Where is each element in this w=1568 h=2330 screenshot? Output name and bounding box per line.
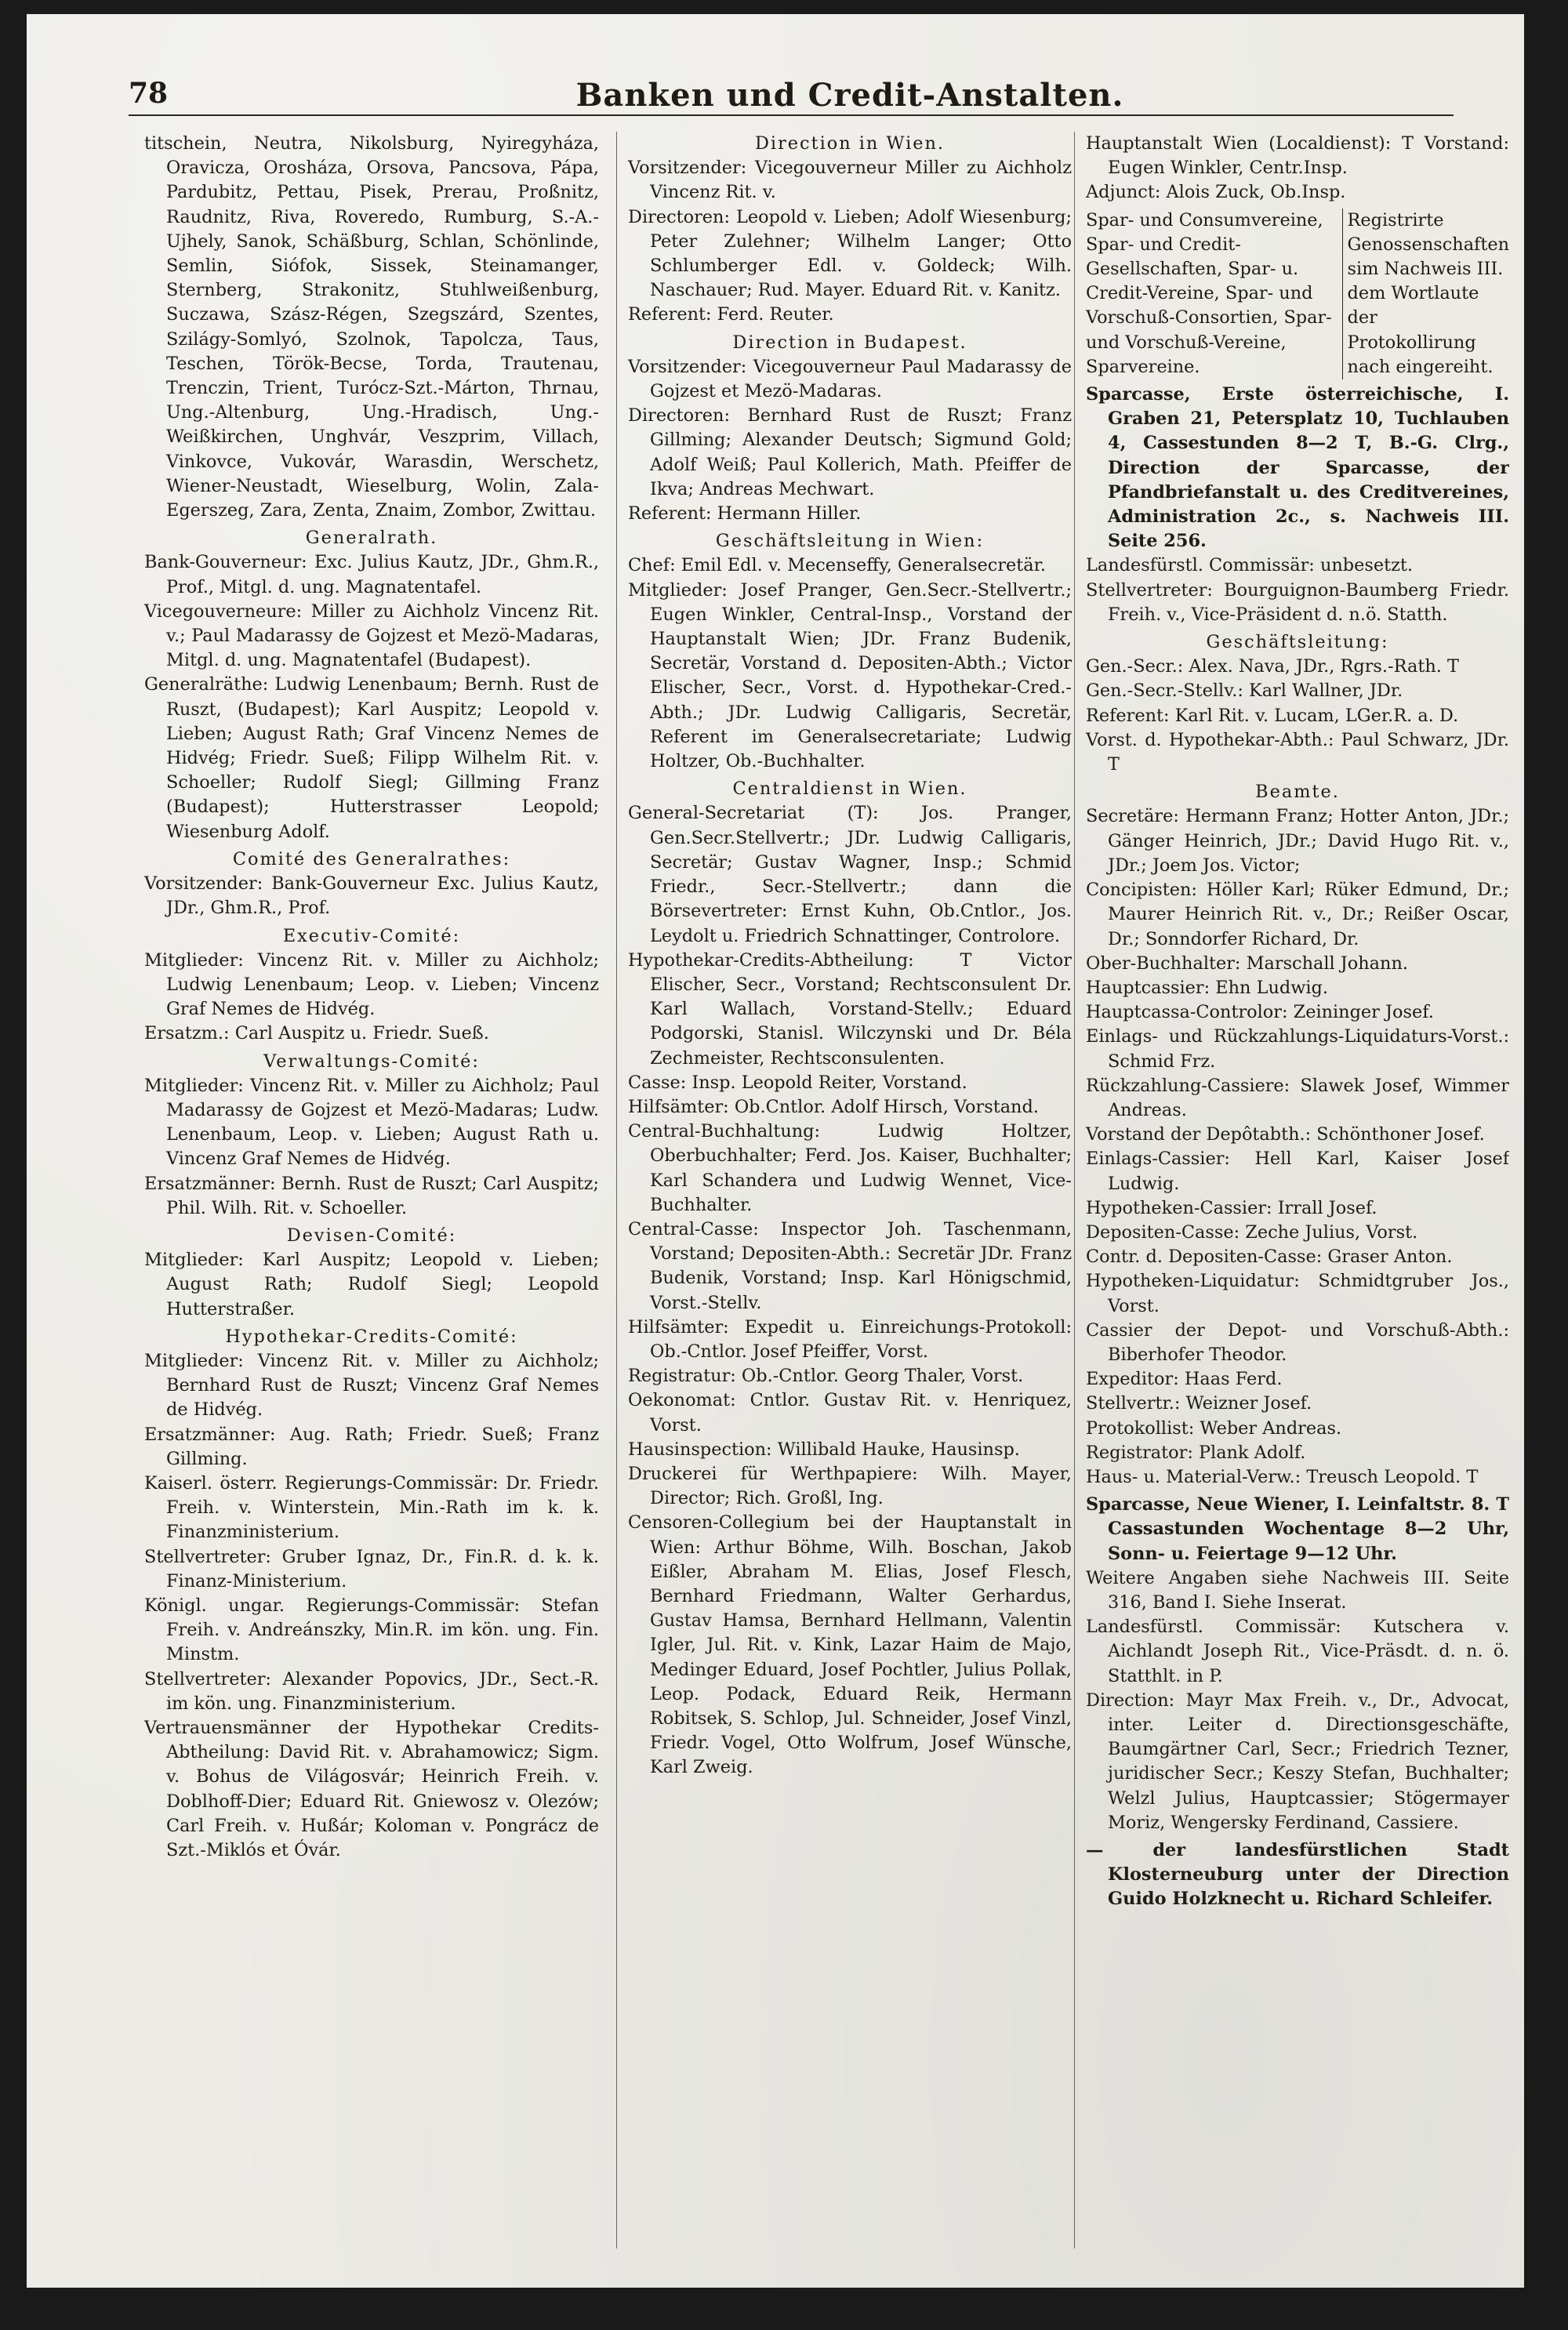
entry: Mitglieder: Vincenz Rit. v. Miller zu Aichholz; Ludwig Lenenbaum; Leop. v. Lieben; Vincenz Graf Nemes de Hidvég.	[144, 949, 599, 1020]
section-heading: Centraldienst in Wien.	[732, 778, 967, 800]
entry: Gen.-Secr.-Stellv.: Karl Wallner, JDr.	[1086, 680, 1403, 702]
section-heading: Generalrath.	[305, 528, 438, 549]
entry: Secretäre: Hermann Franz; Hotter Anton, JDr.; Gänger Heinrich, JDr.; David Hugo Rit. v., JDr.; Joem Jos. Victor;	[1086, 806, 1509, 876]
entry: Ersatzmänner: Bernh. Rust de Ruszt; Carl Auspitz; Phil. Wilh. Rit. v. Schoeller.	[144, 1173, 599, 1218]
column-1	[144, 132, 599, 2248]
spar-note: Registrirte Genossenschaften sim Nachweis III. dem Wortlaute der Protokollirung nach eingereiht.	[1347, 209, 1509, 377]
entry: Landesfürstl. Commissär: unbesetzt.	[1086, 555, 1414, 576]
entry: Casse: Insp. Leopold Reiter, Vorstand.	[628, 1072, 967, 1093]
branch-list: titschein, Neutra, Nikolsburg, Nyiregyháza, Oravicza, Orosháza, Orsova, Pancsova, Pápa, Pardubitz, Pettau, Pisek, Prerau, Proßnitz, Raudnitz, Riva, Roveredo, Rumburg, S.-A.-Ujhely, Sanok, Schäßburg, Schlan, Schönlinde, Semlin, Siófok, Sissek, Steinamanger, Sternberg, Strakonitz, Stuhlweißenburg, Suczawa, Szász-Régen, Szegszárd, Szentes, Szilágy-Somlyó, Szolnok, Tapolcza, Taus, Teschen, Török-Becse, Torda, Trautenau, Trenczin, Trient, Turócz-Szt.-Márton, Thrnau, Ung.-Altenburg, Ung.-Hradisch, Ung.-Weißkirchen, Unghvár, Veszprim, Villach, Vinkovce, Vukovár, Warasdin, Werschetz, Wiener-Neustadt, Wieselburg, Wolin, Zala-Egerszeg, Zara, Zenta, Znaim, Zombor, Zwittau.	[144, 133, 599, 521]
entry: Landesfürstl. Commissär: Kutschera v. Aichlandt Joseph Rit., Vice-Präsdt. d. n. ö. Statthlt. in P.	[1086, 1617, 1509, 1686]
section-heading: Hypothekar-Credits-Comité:	[225, 1326, 518, 1347]
section-heading: Geschäftsleitung:	[1206, 632, 1389, 653]
entry: Referent: Karl Rit. v. Lucam, LGer.R. a. D.	[1086, 705, 1459, 726]
entry: Central-Casse: Inspector Joh. Taschenmann, Vorstand; Depositen-Abth.: Secretär JDr. Franz Budenik, Vorstand; Insp. Karl Hönigschmid, Vorst.-Stellv.	[628, 1218, 1072, 1313]
entry: Vertrauensmänner der Hypothekar Credits-Abtheilung: David Rit. v. Abrahamowicz; Sigm. v. Bohus de Világosvár; Heinrich Freih. v. Doblhoff-Dier; Eduard Rit. Gniewosz v. Olezów; Carl Freih. v. Hußár; Koloman v. Pongrácz de Szt.-Miklós et Óvár.	[144, 1718, 599, 1861]
entry: Hilfsämter: Ob.Cntlor. Adolf Hirsch, Vorstand.	[628, 1096, 1039, 1117]
document-page	[27, 14, 1524, 2288]
entry: Protokollist: Weber Andreas.	[1086, 1417, 1342, 1439]
entry: Haus- u. Material-Verw.: Treusch Leopold. T	[1086, 1466, 1479, 1487]
section-heading: Beamte.	[1255, 782, 1340, 803]
entry: Directoren: Leopold v. Lieben; Adolf Wiesenburg; Peter Zulehner; Wilhelm Langer; Otto Schlumberger Edl. v. Goldeck; Wilh. Naschauer; Rud. Mayer. Eduard Rit. v. Kanitz.	[628, 206, 1072, 301]
entry: Mitglieder: Karl Auspitz; Leopold v. Lieben; August Rath; Rudolf Siegl; Leopold Hutterstraßer.	[144, 1250, 599, 1319]
entry: Hauptanstalt Wien (Localdienst): T Vorstand: Eugen Winkler, Centr.Insp.	[1086, 133, 1509, 179]
entry: Hilfsämter: Expedit u. Einreichungs-Protokoll: Ob.-Cntlor. Josef Pfeiffer, Vorst.	[628, 1316, 1072, 1362]
entry: Hausinspection: Willibald Hauke, Hausinsp.	[628, 1439, 1020, 1460]
entry: Vorsitzender: Vicegouverneur Paul Madarassy de Gojzest et Mezö-Madaras.	[628, 356, 1072, 402]
entry: Directoren: Bernhard Rust de Ruszt; Franz Gillming; Alexander Deutsch; Sigmund Gold; Adolf Weiß; Paul Kollerich, Math. Pfeiffer de Ikva; Andreas Mechwart.	[628, 405, 1072, 499]
header-rule	[129, 114, 1454, 116]
entry: Vicegouverneure: Miller zu Aichholz Vincenz Rit. v.; Paul Madarassy de Gojzest et Mezö-Madaras, Mitgl. d. ung. Magnatentafel (Budapest).	[144, 601, 599, 671]
entry: Referent: Hermann Hiller.	[628, 503, 862, 524]
entry: Sparcasse, Neue Wiener, I. Leinfaltstr. 8. T Cassastunden Wochentage 8—2 Uhr, Sonn- u. Feiertage 9—12 Uhr.	[1086, 1494, 1509, 1564]
entry: Censoren-Collegium bei der Hauptanstalt in Wien: Arthur Böhme, Wilh. Boschan, Jakob Eißler, Abraham M. Elias, Josef Flesch, Bernhard Friedmann, Walter Gerhardus, Gustav Hamsa, Bernhard Hellmann, Valentin Igler, Jul. Rit. v. Kink, Lazar Haim de Majo, Medinger Eduard, Josef Pochtler, Julius Pollak, Leop. Podack, Eduard Reik, Hermann Robitsek, S. Schlop, Jul. Schneider, Josef Vinzl, Friedr. Vogel, Otto Wolfrum, Josef Wünsche, Karl Zweig.	[628, 1512, 1072, 1778]
entry: Concipisten: Höller Karl; Rüker Edmund, Dr.; Maurer Heinrich Rit. v., Dr.; Reißer Oscar, Dr.; Sonndorfer Richard, Dr.	[1086, 880, 1509, 949]
spar-types: Spar- und Consumvereine, Spar- und Credit-Gesellschaften, Spar- u. Credit-Vereine, Spar- und Vorschuß-Consortien, Spar- und Vorschuß-Vereine, Sparvereine.	[1086, 209, 1343, 379]
entry: Ober-Buchhalter: Marschall Johann.	[1086, 953, 1408, 974]
section-heading: Geschäftsleitung in Wien:	[715, 531, 985, 552]
entry: Chef: Emil Edl. v. Mecenseffy, Generalsecretär.	[628, 555, 1046, 576]
page-header	[27, 14, 1524, 114]
entry: General-Secretariat (T): Jos. Pranger, Gen.Secr.Stellvertr.; JDr. Ludwig Calligaris, Secretär; Gustav Wagner, Insp.; Schmid Friedr., Secr.-Stellvertr.; dann die Börsevertreter: Ernst Kuhn, Ob.Cntlor., Jos. Leydolt u. Friedrich Schnattinger, Controlore.	[628, 803, 1072, 946]
entry: Mitglieder: Vincenz Rit. v. Miller zu Aichholz; Bernhard Rust de Ruszt; Vincenz Graf Nemes de Hidvég.	[144, 1350, 599, 1421]
entry: Hauptcassier: Ehn Ludwig.	[1086, 977, 1328, 998]
entry: Cassier der Depot- und Vorschuß-Abth.: Biberhofer Theodor.	[1086, 1319, 1509, 1365]
running-title: Banken und Credit-Anstalten.	[575, 77, 1124, 114]
section-heading: Direction in Budapest.	[732, 332, 967, 353]
entry: Registratur: Ob.-Cntlor. Georg Thaler, Vorst.	[628, 1366, 1024, 1387]
entry: Depositen-Casse: Zeche Julius, Vorst.	[1086, 1221, 1418, 1243]
section-heading: Devisen-Comité:	[286, 1225, 457, 1246]
entry: Oekonomat: Cntlor. Gustav Rit. v. Henriquez, Vorst.	[628, 1390, 1072, 1435]
section-heading: Verwaltungs-Comité:	[263, 1051, 480, 1072]
entry: Gen.-Secr.: Alex. Nava, JDr., Rgrs.-Rath. T	[1086, 656, 1459, 677]
entry: — der landesfürstlichen Stadt Klosterneuburg unter der Direction Guido Holzknecht u. Richard Schleifer.	[1086, 1840, 1509, 1910]
entry: Königl. ungar. Regierungs-Commissär: Stefan Freih. v. Andreánszky, Min.R. im kön. ung. Fin. Minstm.	[144, 1595, 599, 1665]
spar-bracket	[1086, 209, 1509, 379]
entry: Bank-Gouverneur: Exc. Julius Kautz, JDr., Ghm.R., Prof., Mitgl. d. ung. Magnatentafel.	[144, 552, 599, 597]
entry: Stellvertreter: Bourguignon-Baumberg Friedr. Freih. v., Vice-Präsident d. n.ö. Statth.	[1086, 579, 1509, 625]
entry: Hypotheken-Cassier: Irrall Josef.	[1086, 1197, 1377, 1218]
entry: Hypothekar-Credits-Abtheilung: T Victor Elischer, Secr., Vorstand; Rechtsconsulent Dr. Karl Wallach, Vorstand-Stellv.; Eduard Podgorski, Stanisl. Wilczynski und Dr. Béla Zechmeister, Rechtsconsulenten.	[628, 949, 1072, 1069]
section-heading: Comité des Generalrathes:	[232, 848, 511, 869]
entry: Registrator: Plank Adolf.	[1086, 1442, 1306, 1463]
entry: Sparcasse, Erste österreichische, I. Graben 21, Petersplatz 10, Tuchlauben 4, Cassestunden 8—2 T, B.-G. Clrg., Direction der Sparcasse, der Pfandbriefanstalt u. des Creditvereines, Administration 2c., s. Nachweis III. Seite 256.	[1086, 384, 1509, 552]
entry: Weitere Angaben siehe Nachweis III. Seite 316, Band I. Siehe Inserat.	[1086, 1567, 1509, 1613]
column-2	[616, 132, 1072, 2248]
entry: Expeditor: Haas Ferd.	[1086, 1369, 1283, 1390]
entry: Referent: Ferd. Reuter.	[628, 304, 834, 325]
entry: Vorstand der Depôtabth.: Schönthoner Josef.	[1086, 1124, 1485, 1145]
entry: Central-Buchhaltung: Ludwig Holtzer, Oberbuchhalter; Ferd. Jos. Kaiser, Buchhalter; Karl Schandera und Ludwig Wennet, Vice-Buchhalter.	[628, 1121, 1072, 1215]
entry: Hypotheken-Liquidatur: Schmidtgruber Jos., Vorst.	[1086, 1271, 1509, 1316]
section-heading: Direction in Wien.	[754, 133, 946, 154]
entry: Kaiserl. österr. Regierungs-Commissär: Dr. Friedr. Freih. v. Winterstein, Min.-Rath im k. k. Finanzministerium.	[144, 1472, 599, 1543]
entry: Mitglieder: Vincenz Rit. v. Miller zu Aichholz; Paul Madarassy de Gojzest et Mezö-Madaras; Ludw. Lenenbaum, Leop. v. Lieben; August Rath u. Vincenz Graf Nemes de Hidvég.	[144, 1075, 599, 1170]
entry: Vorst. d. Hypothekar-Abth.: Paul Schwarz, JDr. T	[1086, 729, 1509, 775]
entry: Rückzahlung-Cassiere: Slawek Josef, Wimmer Andreas.	[1086, 1075, 1509, 1120]
entry: Contr. d. Depositen-Casse: Graser Anton.	[1086, 1247, 1453, 1268]
entry: Ersatzm.: Carl Auspitz u. Friedr. Sueß.	[144, 1023, 489, 1044]
entry: Einlags-Cassier: Hell Karl, Kaiser Josef Ludwig.	[1086, 1149, 1509, 1194]
entry: Stellvertreter: Alexander Popovics, JDr., Sect.-R. im kön. ung. Finanzministerium.	[144, 1668, 599, 1714]
section-heading: Executiv-Comité:	[282, 925, 461, 946]
entry: Adjunct: Alois Zuck, Ob.Insp.	[1086, 182, 1346, 203]
page-number: 78	[129, 77, 169, 110]
entry: Einlags- und Rückzahlungs-Liquidaturs-Vorst.: Schmid Frz.	[1086, 1026, 1509, 1072]
entry: Direction: Mayr Max Freih. v., Dr., Advocat, inter. Leiter d. Directionsgeschäfte, Baumgärtner Carl, Secr.; Friedrich Tezner, juridischer Secr.; Keszy Stefan, Buchhalter; Welzl Julius, Hauptcassier; Stögermayer Moriz, Wengersky Ferdinand, Cassiere.	[1086, 1689, 1509, 1833]
entry: Vorsitzender: Vicegouverneur Miller zu Aichholz Vincenz Rit. v.	[628, 158, 1072, 203]
entry: Hauptcassa-Controlor: Zeininger Josef.	[1086, 1002, 1434, 1023]
entry: Stellvertr.: Weizner Josef.	[1086, 1393, 1312, 1414]
column-3	[1074, 132, 1509, 2248]
entry: Mitglieder: Josef Pranger, Gen.Secr.-Stellvertr.; Eugen Winkler, Central-Insp., Vorstand der Hauptanstalt Wien; JDr. Franz Budenik, Secretär, Vorstand d. Depositen-Abth.; Victor Elischer, Secr., Vorst. d. Hypothekar-Cred.-Abth.; JDr. Ludwig Calligaris, Secretär, Referent im Generalsecretariate; Ludwig Holtzer, Ob.-Buchhalter.	[628, 579, 1072, 772]
entry: Stellvertreter: Gruber Ignaz, Dr., Fin.R. d. k. k. Finanz-Ministerium.	[144, 1546, 599, 1591]
entry: Ersatzmänner: Aug. Rath; Friedr. Sueß; Franz Gillming.	[144, 1424, 599, 1469]
entry: Vorsitzender: Bank-Gouverneur Exc. Julius Kautz, JDr., Ghm.R., Prof.	[144, 873, 599, 919]
entry: Druckerei für Werthpapiere: Wilh. Mayer, Director; Rich. Großl, Ing.	[628, 1463, 1072, 1509]
entry: Generalräthe: Ludwig Lenenbaum; Bernh. Rust de Ruszt, (Budapest); Karl Auspitz; Leopold v. Lieben; August Rath; Graf Vincenz Nemes de Hidvég; Friedr. Sueß; Filipp Wilhelm Rit. v. Schoeller; Rudolf Siegl; Gillming Franz (Budapest); Hutterstrasser Leopold; Wiesenburg Adolf.	[144, 674, 599, 842]
